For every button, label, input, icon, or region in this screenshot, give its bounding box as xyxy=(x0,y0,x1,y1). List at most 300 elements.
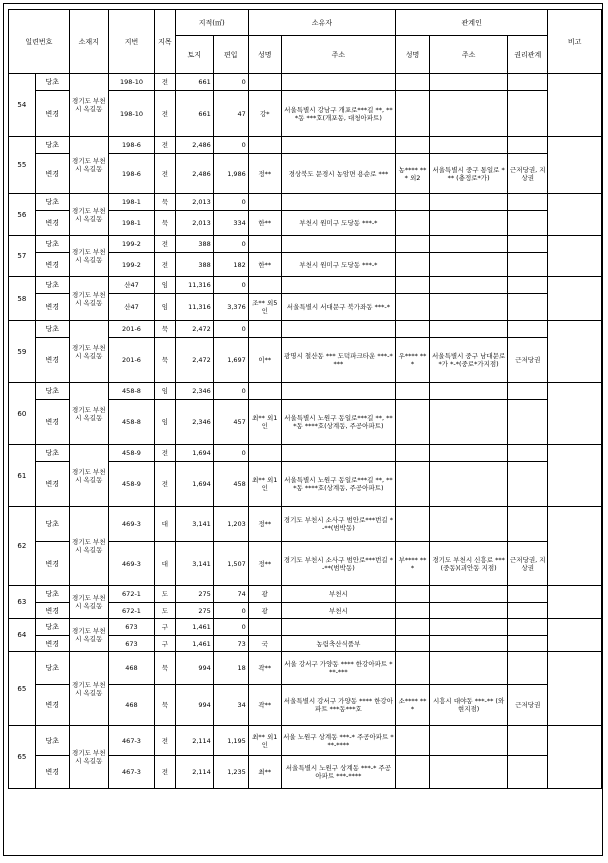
table-row xyxy=(9,652,602,685)
seq-number-cell: 57 xyxy=(9,236,36,277)
related-address-cell xyxy=(430,277,508,294)
kind-cell: 변경 xyxy=(35,91,69,137)
area-cell: 994 xyxy=(175,652,213,685)
related-right-cell: 근저당권, 지상권 xyxy=(508,154,548,194)
owner-address-cell xyxy=(281,445,395,462)
land-table xyxy=(8,9,602,843)
included-area-cell: 0 xyxy=(213,321,248,338)
related-name-cell xyxy=(396,462,430,507)
related-name-cell xyxy=(396,137,430,154)
lot-cell: 198-10 xyxy=(108,74,154,91)
owner-name-cell xyxy=(248,383,281,400)
blank-filler-cell xyxy=(9,789,602,843)
note-cell xyxy=(548,74,602,137)
seq-number-cell: 62 xyxy=(9,507,36,586)
location-cell: 경기도 부천시 옥길동 xyxy=(69,726,108,789)
related-right-cell xyxy=(508,507,548,542)
seq-number-cell: 60 xyxy=(9,383,36,445)
table-row xyxy=(9,445,602,462)
related-right-cell xyxy=(508,445,548,462)
header-owner-name: 성명 xyxy=(248,36,281,74)
area-cell: 2,472 xyxy=(175,321,213,338)
kind-cell: 당초 xyxy=(35,277,69,294)
owner-address-cell: 서울특별시 서대문구 북가좌동 ***-* xyxy=(281,294,395,321)
related-name-cell: 소**** *** xyxy=(396,685,430,726)
related-right-cell xyxy=(508,137,548,154)
related-address-cell xyxy=(430,253,508,277)
lot-cell: 458-9 xyxy=(108,462,154,507)
kind-cell: 변경 xyxy=(35,756,69,789)
area-cell: 275 xyxy=(175,586,213,603)
owner-name-cell: 최** xyxy=(248,756,281,789)
kind-cell: 당초 xyxy=(35,726,69,756)
related-address-cell xyxy=(430,236,508,253)
area-cell: 275 xyxy=(175,603,213,619)
related-right-cell xyxy=(508,211,548,236)
area-cell: 2,472 xyxy=(175,338,213,383)
lot-cell: 469-3 xyxy=(108,507,154,542)
category-cell: 구 xyxy=(155,619,176,636)
location-cell: 경기도 부천시 옥길동 xyxy=(69,652,108,726)
owner-address-cell: 부천시 xyxy=(281,586,395,603)
related-name-cell xyxy=(396,619,430,636)
table-row xyxy=(9,194,602,211)
related-address-cell xyxy=(430,603,508,619)
kind-cell: 변경 xyxy=(35,211,69,236)
lot-cell: 467-3 xyxy=(108,726,154,756)
related-right-cell xyxy=(508,277,548,294)
related-name-cell xyxy=(396,383,430,400)
area-cell: 1,461 xyxy=(175,619,213,636)
related-name-cell xyxy=(396,756,430,789)
related-right-cell xyxy=(508,400,548,445)
related-address-cell xyxy=(430,586,508,603)
owner-name-cell xyxy=(248,194,281,211)
included-area-cell: 74 xyxy=(213,586,248,603)
owner-address-cell: 부천시 원미구 도당동 ***-* xyxy=(281,211,395,236)
related-name-cell xyxy=(396,74,430,91)
note-cell xyxy=(548,726,602,789)
owner-address-cell xyxy=(281,619,395,636)
category-cell: 도 xyxy=(155,603,176,619)
included-area-cell: 458 xyxy=(213,462,248,507)
note-cell xyxy=(548,652,602,726)
owner-address-cell xyxy=(281,277,395,294)
related-name-cell xyxy=(396,652,430,685)
owner-name-cell: 정** xyxy=(248,154,281,194)
owner-address-cell: 서울특별시 강남구 개포로***길 **, ***동 ***호(개포동, 대청아파트) xyxy=(281,91,395,137)
included-area-cell: 1,507 xyxy=(213,542,248,586)
owner-name-cell: 곽** xyxy=(248,685,281,726)
category-cell: 임 xyxy=(155,277,176,294)
owner-address-cell: 서울 강서구 가양동 **** 한강아파트 ***-*** xyxy=(281,652,395,685)
included-area-cell: 0 xyxy=(213,236,248,253)
kind-cell: 변경 xyxy=(35,603,69,619)
header-category: 지목 xyxy=(155,10,176,74)
category-cell: 전 xyxy=(155,137,176,154)
header-area-total: 토지 xyxy=(175,36,213,74)
location-cell: 경기도 부천시 옥길동 xyxy=(69,137,108,194)
included-area-cell: 334 xyxy=(213,211,248,236)
category-cell: 대 xyxy=(155,507,176,542)
related-name-cell xyxy=(396,321,430,338)
area-cell: 2,013 xyxy=(175,211,213,236)
seq-number-cell: 61 xyxy=(9,445,36,507)
location-cell: 경기도 부천시 옥길동 xyxy=(69,236,108,277)
category-cell: 전 xyxy=(155,756,176,789)
seq-number-cell: 58 xyxy=(9,277,36,321)
seq-number-cell: 55 xyxy=(9,137,36,194)
included-area-cell: 0 xyxy=(213,277,248,294)
kind-cell: 당초 xyxy=(35,321,69,338)
header-lot: 지번 xyxy=(108,10,154,74)
lot-cell: 468 xyxy=(108,685,154,726)
category-cell: 전 xyxy=(155,236,176,253)
seq-number-cell: 63 xyxy=(9,586,36,619)
included-area-cell: 1,697 xyxy=(213,338,248,383)
owner-name-cell: 조** 외5인 xyxy=(248,294,281,321)
included-area-cell: 0 xyxy=(213,619,248,636)
kind-cell: 변경 xyxy=(35,636,69,652)
lot-cell: 198-10 xyxy=(108,91,154,137)
seq-number-cell: 54 xyxy=(9,74,36,137)
table-row xyxy=(9,137,602,154)
lot-cell: 199-2 xyxy=(108,236,154,253)
owner-address-cell: 서울특별시 노원구 상계동 ***-* 주공아파트 ***-**** xyxy=(281,756,395,789)
included-area-cell: 47 xyxy=(213,91,248,137)
related-address-cell xyxy=(430,383,508,400)
header-seq: 일련번호 xyxy=(9,10,70,74)
included-area-cell: 0 xyxy=(213,194,248,211)
related-name-cell xyxy=(396,211,430,236)
kind-cell: 변경 xyxy=(35,253,69,277)
related-address-cell xyxy=(430,74,508,91)
area-cell: 11,316 xyxy=(175,294,213,321)
owner-address-cell: 서울특별시 노원구 동일로***길 **, ***동 ****호(상계동, 주공아파트) xyxy=(281,400,395,445)
kind-cell: 당초 xyxy=(35,619,69,636)
owner-name-cell: 최** 외1인 xyxy=(248,462,281,507)
kind-cell: 당초 xyxy=(35,137,69,154)
related-right-cell: 근저당권 xyxy=(508,685,548,726)
kind-cell: 변경 xyxy=(35,462,69,507)
related-right-cell xyxy=(508,294,548,321)
header-owner-address: 주소 xyxy=(281,36,395,74)
kind-cell: 변경 xyxy=(35,338,69,383)
note-cell xyxy=(548,137,602,194)
kind-cell: 당초 xyxy=(35,74,69,91)
lot-cell: 468 xyxy=(108,652,154,685)
owner-address-cell: 서울특별시 강서구 가양동 **** 한강아파트 ***동***호 xyxy=(281,685,395,726)
related-address-cell xyxy=(430,756,508,789)
kind-cell: 당초 xyxy=(35,194,69,211)
seq-number-cell: 56 xyxy=(9,194,36,236)
related-right-cell xyxy=(508,652,548,685)
area-cell: 3,141 xyxy=(175,542,213,586)
kind-cell: 변경 xyxy=(35,154,69,194)
owner-name-cell xyxy=(248,445,281,462)
category-cell: 전 xyxy=(155,253,176,277)
category-cell: 묵 xyxy=(155,211,176,236)
owner-name-cell: 한** xyxy=(248,211,281,236)
table-row xyxy=(9,619,602,636)
related-name-cell xyxy=(396,236,430,253)
owner-name-cell: 최** 외1인 xyxy=(248,726,281,756)
blank-filler-row xyxy=(9,789,602,843)
header-location: 소재지 xyxy=(69,10,108,74)
location-cell: 경기도 부천시 옥길동 xyxy=(69,507,108,586)
included-area-cell: 0 xyxy=(213,383,248,400)
table-body xyxy=(9,74,602,843)
owner-name-cell: 한** xyxy=(248,253,281,277)
owner-address-cell: 경기도 부천시 소사구 범안로***번길 *-**(범박동) xyxy=(281,507,395,542)
location-cell: 경기도 부천시 옥길동 xyxy=(69,194,108,236)
category-cell: 임 xyxy=(155,383,176,400)
related-right-cell xyxy=(508,619,548,636)
owner-name-cell xyxy=(248,619,281,636)
related-address-cell xyxy=(430,462,508,507)
lot-cell: 672-1 xyxy=(108,586,154,603)
location-cell: 경기도 부천시 옥길동 xyxy=(69,321,108,383)
area-cell: 994 xyxy=(175,685,213,726)
category-cell: 구 xyxy=(155,636,176,652)
included-area-cell: 34 xyxy=(213,685,248,726)
owner-address-cell: 서울특별시 노원구 동일로***길 **, ***동 ****호(상계동, 주공아파트) xyxy=(281,462,395,507)
seq-number-cell: 64 xyxy=(9,619,36,652)
related-right-cell xyxy=(508,756,548,789)
owner-name-cell: 이** xyxy=(248,338,281,383)
lot-cell: 산47 xyxy=(108,277,154,294)
owner-name-cell xyxy=(248,277,281,294)
related-name-cell xyxy=(396,294,430,321)
related-name-cell xyxy=(396,507,430,542)
owner-name-cell: 정** xyxy=(248,507,281,542)
lot-cell: 198-1 xyxy=(108,211,154,236)
kind-cell: 당초 xyxy=(35,507,69,542)
related-right-cell xyxy=(508,194,548,211)
location-cell: 경기도 부천시 옥길동 xyxy=(69,277,108,321)
included-area-cell: 0 xyxy=(213,74,248,91)
owner-address-cell xyxy=(281,194,395,211)
related-right-cell xyxy=(508,74,548,91)
kind-cell: 당초 xyxy=(35,652,69,685)
owner-address-cell: 서울 노원구 상계동 ***-* 주공아파트 ***-**** xyxy=(281,726,395,756)
lot-cell: 672-1 xyxy=(108,603,154,619)
category-cell: 전 xyxy=(155,74,176,91)
owner-name-cell xyxy=(248,236,281,253)
owner-address-cell xyxy=(281,383,395,400)
table-row xyxy=(9,383,602,400)
lot-cell: 458-9 xyxy=(108,445,154,462)
table-row xyxy=(9,236,602,253)
location-cell: 경기도 부천시 옥길동 xyxy=(69,383,108,445)
header-related-address: 주소 xyxy=(430,36,508,74)
area-cell: 388 xyxy=(175,253,213,277)
owner-name-cell: 국 xyxy=(248,636,281,652)
related-name-cell xyxy=(396,194,430,211)
owner-address-cell: 농림축산식품부 xyxy=(281,636,395,652)
location-cell: 경기도 부천시 옥길동 xyxy=(69,619,108,652)
related-address-cell: 서울특별시 중구 통일로 *** (충정로*가) xyxy=(430,154,508,194)
related-name-cell: 우**** *** xyxy=(396,338,430,383)
category-cell: 전 xyxy=(155,91,176,137)
included-area-cell: 457 xyxy=(213,400,248,445)
included-area-cell: 0 xyxy=(213,137,248,154)
area-cell: 1,694 xyxy=(175,445,213,462)
related-right-cell: 근저당권, 지상권 xyxy=(508,542,548,586)
area-cell: 2,486 xyxy=(175,137,213,154)
area-cell: 2,013 xyxy=(175,194,213,211)
included-area-cell: 3,376 xyxy=(213,294,248,321)
table-row xyxy=(9,74,602,91)
area-cell: 1,461 xyxy=(175,636,213,652)
included-area-cell: 182 xyxy=(213,253,248,277)
table-row xyxy=(9,586,602,603)
owner-address-cell xyxy=(281,321,395,338)
area-cell: 388 xyxy=(175,236,213,253)
kind-cell: 당초 xyxy=(35,445,69,462)
lot-cell: 198-6 xyxy=(108,137,154,154)
related-right-cell xyxy=(508,321,548,338)
owner-address-cell: 부천시 원미구 도당동 ***-* xyxy=(281,253,395,277)
related-right-cell xyxy=(508,236,548,253)
note-cell xyxy=(548,445,602,507)
table-row xyxy=(9,277,602,294)
lot-cell: 469-3 xyxy=(108,542,154,586)
related-name-cell xyxy=(396,636,430,652)
category-cell: 전 xyxy=(155,154,176,194)
lot-cell: 467-3 xyxy=(108,756,154,789)
seq-number-cell: 65 xyxy=(9,652,36,726)
related-name-cell xyxy=(396,400,430,445)
related-address-cell xyxy=(430,137,508,154)
related-address-cell xyxy=(430,726,508,756)
owner-address-cell: 광명시 철산동 *** 도덕파크타운 ***-**** xyxy=(281,338,395,383)
related-right-cell: 근저당권 xyxy=(508,338,548,383)
related-name-cell: 부**** *** xyxy=(396,542,430,586)
category-cell: 묵 xyxy=(155,652,176,685)
related-right-cell xyxy=(508,586,548,603)
location-cell: 경기도 부천시 옥길동 xyxy=(69,445,108,507)
related-name-cell xyxy=(396,603,430,619)
note-cell xyxy=(548,321,602,383)
area-cell: 2,114 xyxy=(175,726,213,756)
related-right-cell xyxy=(508,383,548,400)
related-right-cell xyxy=(508,91,548,137)
table-row xyxy=(9,507,602,542)
area-cell: 2,486 xyxy=(175,154,213,194)
kind-cell: 당초 xyxy=(35,586,69,603)
note-cell xyxy=(548,277,602,321)
related-address-cell xyxy=(430,400,508,445)
related-address-cell xyxy=(430,507,508,542)
included-area-cell: 1,235 xyxy=(213,756,248,789)
owner-name-cell xyxy=(248,321,281,338)
owner-name-cell: 곽** xyxy=(248,652,281,685)
note-cell xyxy=(548,586,602,619)
category-cell: 대 xyxy=(155,542,176,586)
related-address-cell: 시흥시 대야동 ***-** (와현지점) xyxy=(430,685,508,726)
area-cell: 2,114 xyxy=(175,756,213,789)
owner-name-cell xyxy=(248,74,281,91)
related-right-cell xyxy=(508,603,548,619)
related-name-cell xyxy=(396,726,430,756)
table-row xyxy=(9,321,602,338)
header-owner: 소유자 xyxy=(248,10,395,36)
note-cell xyxy=(548,383,602,445)
category-cell: 도 xyxy=(155,586,176,603)
owner-name-cell: 광 xyxy=(248,603,281,619)
category-cell: 전 xyxy=(155,445,176,462)
related-address-cell xyxy=(430,445,508,462)
related-right-cell xyxy=(508,462,548,507)
table-row xyxy=(9,726,602,756)
note-cell xyxy=(548,619,602,652)
header-area-included: 편입 xyxy=(213,36,248,74)
category-cell: 임 xyxy=(155,294,176,321)
kind-cell: 변경 xyxy=(35,685,69,726)
location-cell: 경기도 부천시 옥길동 xyxy=(69,586,108,619)
included-area-cell: 1,986 xyxy=(213,154,248,194)
lot-cell: 199-2 xyxy=(108,253,154,277)
area-cell: 11,316 xyxy=(175,277,213,294)
owner-address-cell: 경상북도 문경시 농암면 용순로 *** xyxy=(281,154,395,194)
related-address-cell xyxy=(430,321,508,338)
related-address-cell xyxy=(430,652,508,685)
owner-address-cell: 부천시 xyxy=(281,603,395,619)
header-area: 지적(㎡) xyxy=(175,10,248,36)
related-name-cell: 농**** *** 외2 xyxy=(396,154,430,194)
kind-cell: 변경 xyxy=(35,400,69,445)
lot-cell: 673 xyxy=(108,636,154,652)
seq-number-cell: 65 xyxy=(9,726,36,789)
owner-name-cell: 정** xyxy=(248,542,281,586)
related-name-cell xyxy=(396,586,430,603)
header-note: 비고 xyxy=(548,10,602,74)
category-cell: 임 xyxy=(155,400,176,445)
lot-cell: 458-8 xyxy=(108,400,154,445)
header-related-right: 권리관계 xyxy=(508,36,548,74)
area-cell: 661 xyxy=(175,74,213,91)
category-cell: 전 xyxy=(155,462,176,507)
area-cell: 1,694 xyxy=(175,462,213,507)
lot-cell: 198-6 xyxy=(108,154,154,194)
area-cell: 2,346 xyxy=(175,400,213,445)
owner-address-cell xyxy=(281,236,395,253)
related-name-cell xyxy=(396,253,430,277)
related-address-cell: 경기도 부천시 신흥로 ***(중동)(괴안동 지점) xyxy=(430,542,508,586)
note-cell xyxy=(548,507,602,586)
included-area-cell: 1,195 xyxy=(213,726,248,756)
related-right-cell xyxy=(508,636,548,652)
related-name-cell xyxy=(396,445,430,462)
area-cell: 661 xyxy=(175,91,213,137)
note-cell xyxy=(548,194,602,236)
owner-name-cell xyxy=(248,137,281,154)
location-cell: 경기도 부천시 옥길동 xyxy=(69,74,108,137)
related-address-cell xyxy=(430,91,508,137)
related-address-cell xyxy=(430,294,508,321)
included-area-cell: 73 xyxy=(213,636,248,652)
kind-cell: 변경 xyxy=(35,294,69,321)
kind-cell: 당초 xyxy=(35,383,69,400)
area-cell: 2,346 xyxy=(175,383,213,400)
lot-cell: 201-6 xyxy=(108,338,154,383)
header-related-name: 성명 xyxy=(396,36,430,74)
included-area-cell: 1,203 xyxy=(213,507,248,542)
note-cell xyxy=(548,236,602,277)
category-cell: 묵 xyxy=(155,321,176,338)
seq-number-cell: 59 xyxy=(9,321,36,383)
